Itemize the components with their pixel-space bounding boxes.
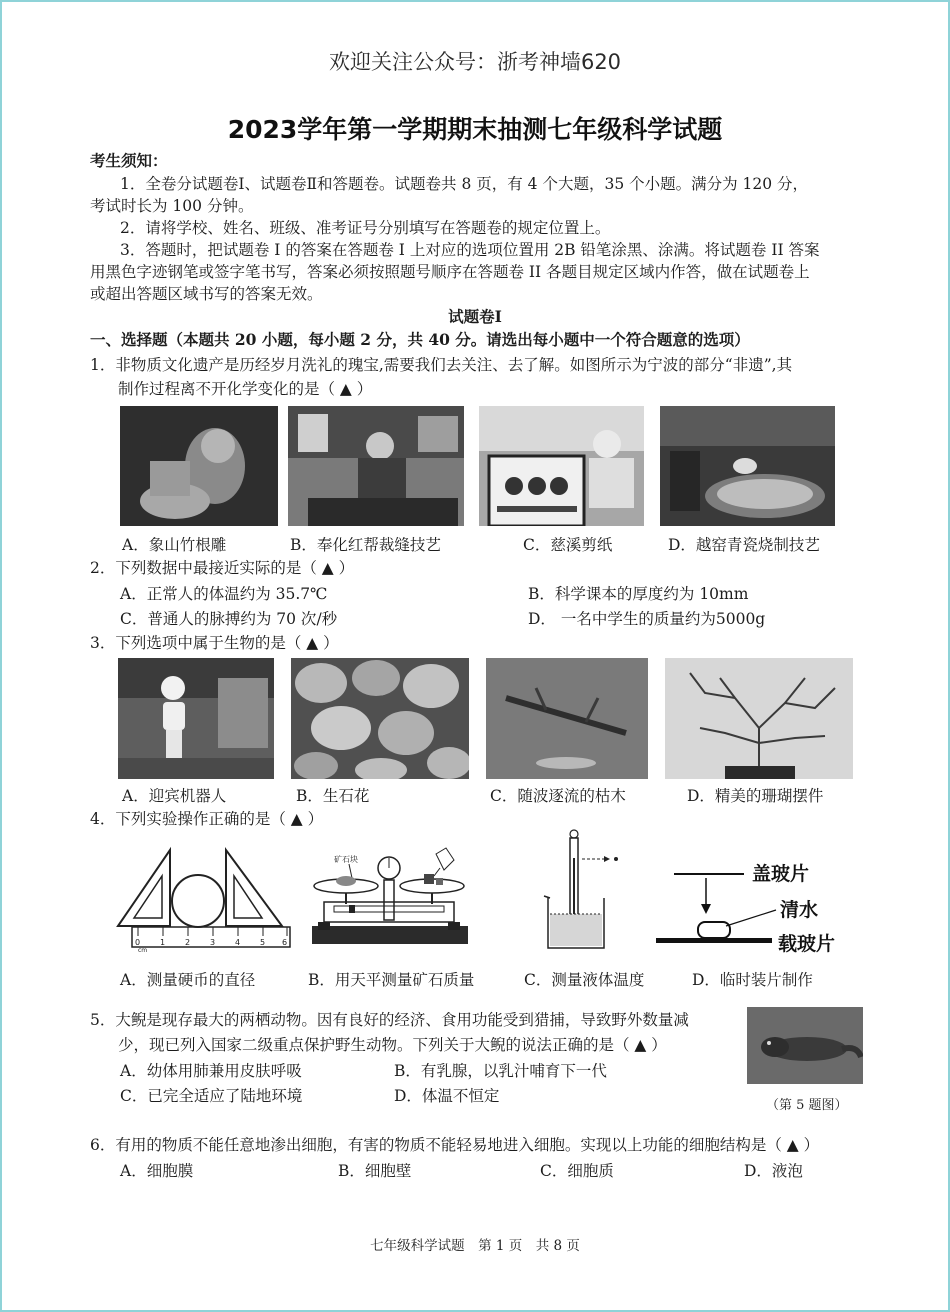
q3-stem: 3．下列选项中属于生物的是（ ▲ ） [90,634,339,652]
page-footer: 七年级科学试题 第 1 页 共 8 页 [370,1238,580,1254]
q4-option-a: A．测量硬币的直径 [120,971,256,989]
ruler-tick-0: 0 [135,938,141,947]
ruler-tick-1: 1 [160,938,166,947]
q4-option-c: C．测量液体温度 [524,971,645,989]
q1-option-b: B．奉化红帮裁缝技艺 [290,536,441,554]
q3-option-c: C．随波逐流的枯木 [490,787,626,805]
q4-balance-diagram [304,844,474,956]
paper-label: 试题卷Ⅰ [448,307,502,326]
notice-item-3: 3．答题时，把试题卷 I 的答案在答题卷 I 上对应的选项位置用 2B 铅笔涂黑、涂满。将试题卷 II 答案 [120,241,820,259]
ruler-tick-4: 4 [235,938,241,947]
notice-heading: 考生须知： [90,151,168,170]
q1-photo-papercut [479,406,644,526]
q3-photo-coral [665,658,853,779]
q1-option-c: C．慈溪剪纸 [523,536,613,554]
q3-photo-driftwood [486,658,648,779]
q6-stem: 6．有用的物质不能任意地渗出细胞，有害的物质不能轻易地进入细胞。实现以上功能的细胞结构是（ ▲ ） [90,1136,820,1154]
q4-stem: 4．下列实验操作正确的是（ ▲ ） [90,810,324,828]
q5-photo-salamander [747,1007,863,1084]
q6-option-b: B．细胞壁 [338,1162,412,1180]
q5-stem-cont: 少，现已列入国家二级重点保护野生动物。下列关于大鲵的说法正确的是（ ▲ ） [118,1036,667,1054]
q5-option-a: A．幼体用肺兼用皮肤呼吸 [120,1062,302,1080]
q2-option-c: C．普通人的脉搏约为 70 次/秒 [120,610,338,628]
slide-label-slide: 载玻片 [778,933,836,954]
q1-stem-cont: 制作过程离不开化学变化的是（ ▲ ） [118,380,373,398]
balance-label: 矿石块 [334,855,358,864]
ruler-tick-6: 6 [282,938,288,947]
q6-option-a: A．细胞膜 [120,1162,194,1180]
q1-photo-kiln [660,406,835,526]
q3-option-d: D．精美的珊瑚摆件 [687,787,824,805]
q1-option-d: D．越窑青瓷烧制技艺 [668,536,820,554]
q5-option-d: D．体温不恒定 [394,1087,500,1105]
notice-item-3-cont: 用黑色字迹钢笔或签字笔书写，答案必须按照题号顺序在答题卷 II 各题目规定区域内作答，做在试题卷上 [90,263,810,281]
q5-option-b: B．有乳腺，以乳汁哺育下一代 [394,1062,607,1080]
ruler-unit: cm [138,947,148,952]
q4-slide-diagram [652,854,882,954]
q1-photo-tailoring [288,406,464,526]
notice-item-3-cont2: 或超出答题区域书写的答案无效。 [90,285,323,303]
q4-option-b: B．用天平测量矿石质量 [308,971,475,989]
q4-option-d: D．临时装片制作 [692,971,813,989]
q2-option-a: A．正常人的体温约为 35.7℃ [120,585,328,603]
exam-title: 2023学年第一学期期末抽测七年级科学试题 [227,115,723,144]
slide-label-water: 清水 [780,899,819,921]
q3-photo-lithops [291,658,469,779]
notice-item-2: 2．请将学校、姓名、班级、准考证号分别填写在答题卷的规定位置上。 [120,219,611,237]
ruler-tick-3: 3 [210,938,216,947]
q4-thermometer-diagram [542,828,622,953]
q2-stem: 2．下列数据中最接近实际的是（ ▲ ） [90,559,355,577]
q5-stem: 5．大鲵是现存最大的两栖动物。因有良好的经济、食用功能受到猎捕，导致野外数量减 [90,1011,689,1029]
q1-stem: 1．非物质文化遗产是历经岁月洗礼的瑰宝,需要我们去关注、去了解。如图所示为宁波的部分“非遗”,其 [90,356,793,374]
q2-option-d: D． 一名中学生的质量约为5000g [528,610,766,628]
q5-figure-caption: （第 5 题图） [766,1098,848,1113]
slide-label-coverslip: 盖玻片 [752,863,810,885]
q6-option-d: D．液泡 [744,1162,803,1180]
q3-option-a: A．迎宾机器人 [122,787,227,805]
promo-header: 欢迎关注公众号：浙考神墙620 [328,50,622,74]
q1-option-a: A．象山竹根雕 [122,536,227,554]
q1-photo-carving [120,406,278,526]
ruler-tick-2: 2 [185,938,191,947]
q5-option-c: C．已完全适应了陆地环境 [120,1087,303,1105]
q3-photo-robot [118,658,274,779]
q4-ruler-diagram [114,844,294,952]
q2-option-b: B．科学课本的厚度约为 10mm [528,585,749,603]
q6-option-c: C．细胞质 [540,1162,614,1180]
notice-item-1-cont: 考试时长为 100 分钟。 [90,197,254,215]
section-heading: 一、选择题（本题共 20 小题，每小题 2 分，共 40 分。请选出每小题中一个符合题意的选项） [90,330,750,349]
q3-option-b: B．生石花 [296,787,370,805]
ruler-tick-5: 5 [260,938,266,947]
notice-item-1: 1．全卷分试题卷Ⅰ、试题卷Ⅱ和答题卷。试题卷共 8 页，有 4 个大题，35 个小题。满分为 120 分， [120,175,809,193]
